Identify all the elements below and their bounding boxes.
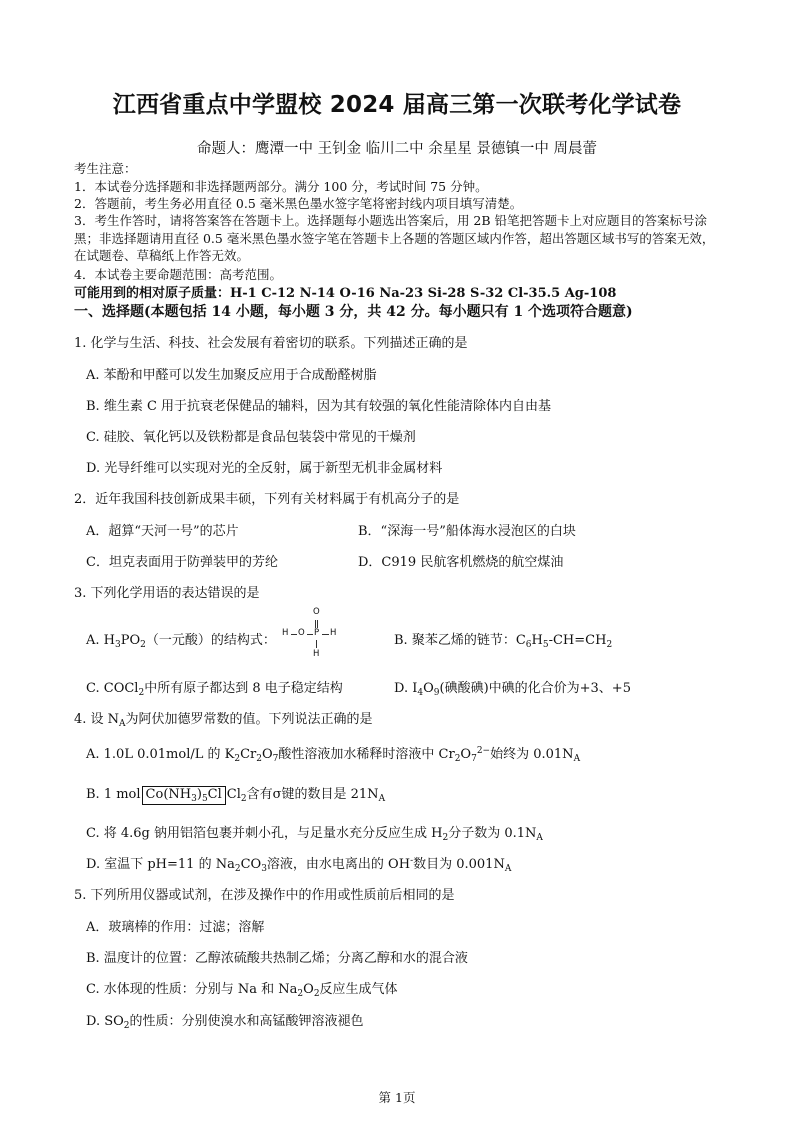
q4-option-c: C. 将 4.6g 钠用铝箔包裹并刺小孔，与足量水充分反应生成 $H_2$分子数为 $0.1N_A$ (86, 826, 543, 843)
q3-option-b: B. 聚苯乙烯的链节：$C_6H_5-CH=CH_2$ (394, 633, 613, 650)
note-1: 1．本试卷分选择题和非选择题两部分。满分 100 分，考试时间 75 分钟。 (74, 179, 488, 194)
complex-bracket: $Co(NH_3)_5Cl$ (142, 786, 226, 805)
q3-option-c: C. COCl$_2$中所有原子都达到 8 电子稳定结构 (86, 681, 343, 698)
notes-heading: 考生注意： (74, 161, 137, 176)
q5-option-a: A．玻璃棒的作用：过滤；溶解 (86, 920, 265, 935)
q2-option-d: D．C919 民航客机燃烧的航空煤油 (358, 555, 564, 570)
q1-option-c: C. 硅胶、氧化钙以及铁粉都是食品包装袋中常见的干燥剂 (86, 430, 416, 445)
section-heading: 一、选择题(本题包括 14 小题，每小题 3 分，共 42 分。每小题只有 1 个选项符合题意) (74, 304, 633, 320)
q1-stem: 1. 化学与生活、科技、社会发展有着密切的联系。下列描述正确的是 (74, 336, 468, 351)
note-3: 3．考生作答时，请将答案答在答题卡上。选择题每小题选出答案后，用 2B 铅笔把答题卡上对应题目的答案标号涂黑；非选择题请用直径 0.5 毫米黑色墨水签字笔在答题卡上各题的答题区域内作答，超出答题区域书写的答案无效，在试题卷、草稿纸上作答无效。 (74, 213, 715, 263)
page-number: 第 1页 (378, 1090, 416, 1105)
q5-stem: 5. 下列所用仪器或试剂，在涉及操作中的作用或性质前后相同的是 (74, 888, 455, 903)
q5-option-b: B. 温度计的位置：乙醇浓硫酸共热制乙烯；分离乙醇和水的混合液 (86, 951, 468, 966)
q1-option-d: D. 光导纤维可以实现对光的全反射，属于新型无机非金属材料 (86, 461, 443, 476)
h3po2-structural-formula: O H O P H H (282, 607, 337, 659)
note-2: 2．答题前，考生务必用直径 0.5 毫米黑色墨水签字笔将密封线内项目填写清楚。 (74, 196, 523, 211)
q2-option-b: B．“深海一号”船体海水浸泡区的白块 (358, 524, 576, 539)
q1-option-a: A. 苯酚和甲醛可以发生加聚反应用于合成酚醛树脂 (86, 368, 377, 383)
q2-option-a: A．超算“天河一号”的芯片 (86, 524, 239, 539)
q4-option-b: B. 1 mol $Co(NH_3)_5Cl$ $Cl_2$含有σ键的数目是 $21N_A$ (86, 787, 386, 804)
q4-option-a: A. 1.0L 0.01mol/L 的 $K_2Cr_2O_7$酸性溶液加水稀释时溶液中 $Cr_2O_7^{2-}$始终为 $0.01N_A$ (86, 746, 581, 764)
q3-option-a: A. $H_3PO_2$（一元酸）的结构式： (86, 633, 276, 650)
q3-option-d: D. $I_4O_9$(碘酸碘)中碘的化合价为+3、+5 (394, 681, 631, 698)
note-4: 4．本试卷主要命题范围：高考范围。 (74, 267, 282, 282)
q2-stem: 2．近年我国科技创新成果丰硕，下列有关材料属于有机高分子的是 (74, 492, 460, 507)
q4-stem: 4. 设 $N_A$为阿伏加德罗常数的值。下列说法正确的是 (74, 712, 373, 729)
atomic-mass-line: 可能用到的相对原子质量：H-1 C-12 N-14 O-16 Na-23 Si-28 S-32 Cl-35.5 Ag-108 (74, 286, 617, 301)
q2-option-c: C．坦克表面用于防弹装甲的芳纶 (86, 555, 278, 570)
authors-line: 命题人：鹰潭一中 王钊金 临川二中 余星星 景德镇一中 周晨蕾 (196, 141, 598, 157)
q5-option-d: D. $SO_2$的性质：分别使溴水和高锰酸钾溶液褪色 (86, 1014, 364, 1031)
q1-option-b: B. 维生素 C 用于抗衰老保健品的辅料，因为其有较强的氧化性能清除体内自由基 (86, 399, 552, 414)
q4-option-d: D. 室温下 pH=11 的 $Na_2CO_3$溶液，由水电离出的 OH-数目为 $0.001N_A$ (86, 856, 512, 874)
q3-stem: 3. 下列化学用语的表达错误的是 (74, 586, 260, 601)
page-title: 江西省重点中学盟校 2024 届高三第一次联考化学试卷 (112, 92, 682, 118)
q5-option-c: C. 水体现的性质：分别与 Na 和 $Na_2O_2$反应生成气体 (86, 982, 398, 999)
